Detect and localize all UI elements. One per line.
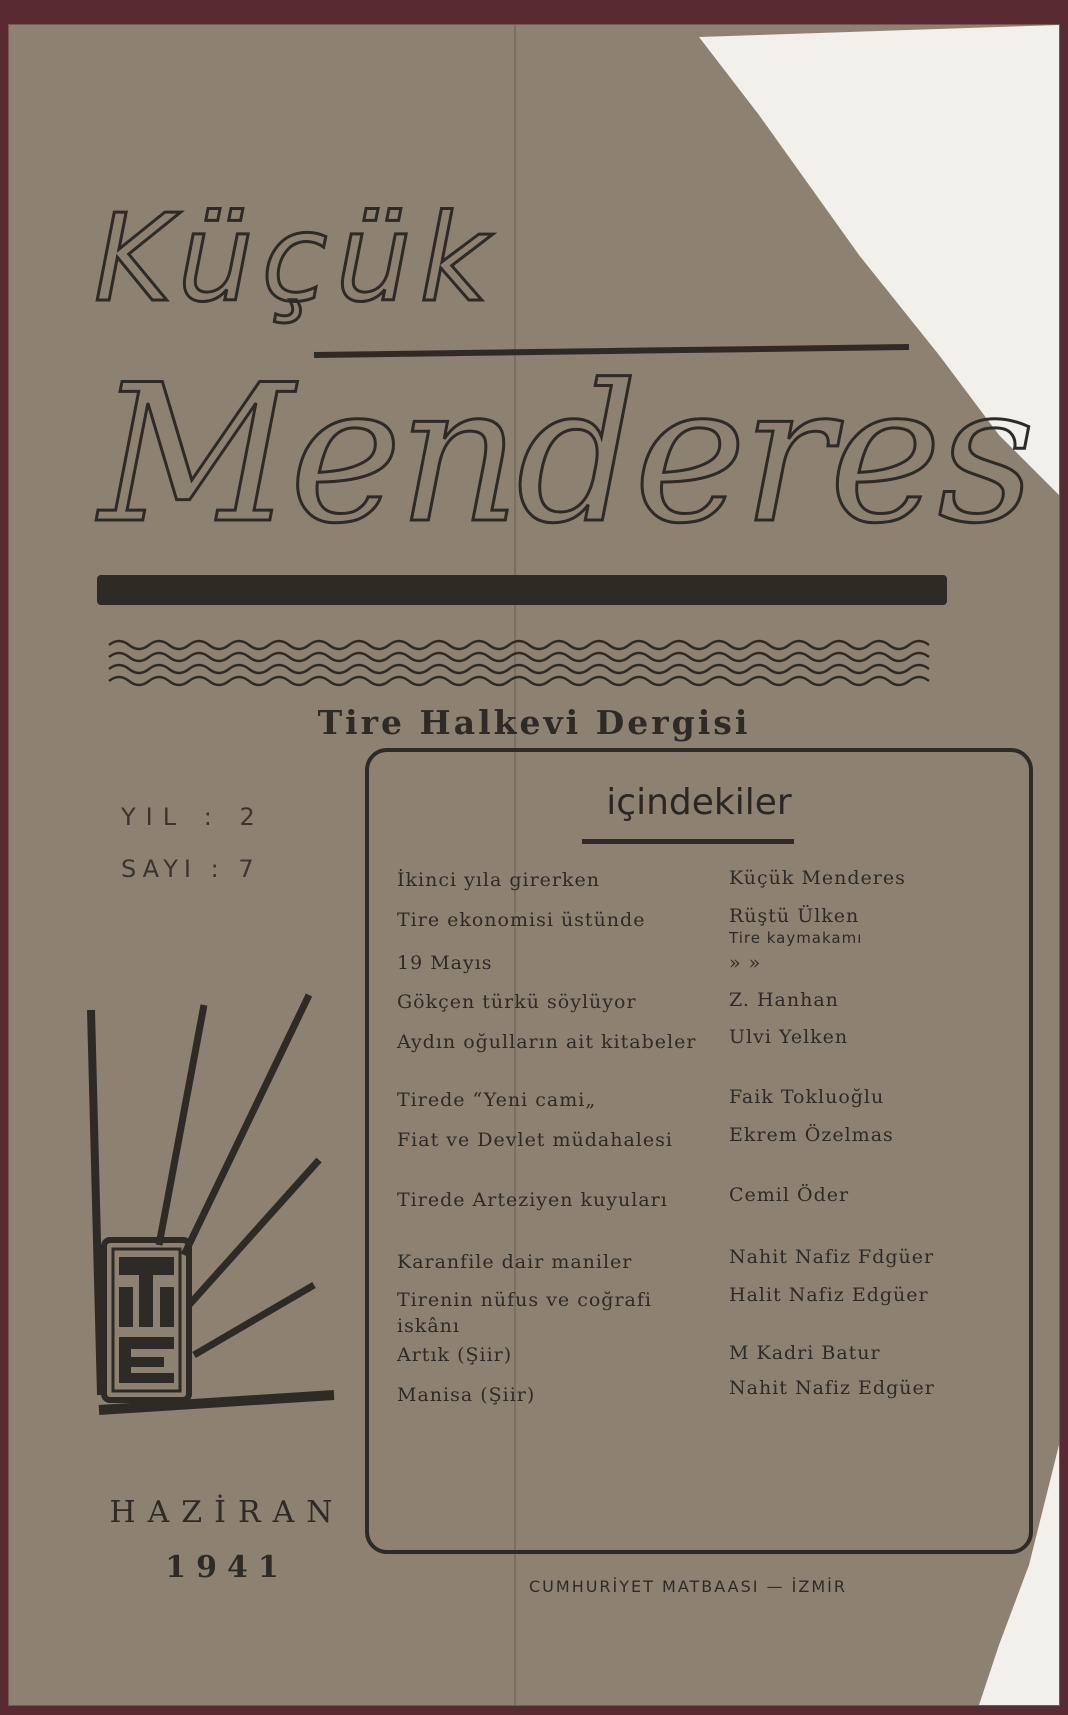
issue-year: 1941: [165, 1550, 289, 1585]
toc-entry-title: 19 Mayıs: [397, 952, 493, 974]
toc-entry-author: [729, 1182, 1019, 1208]
toc-author-name: Küçük Menderes: [729, 867, 906, 889]
title-menderes: Menderes: [99, 344, 1032, 565]
issue-label: SAYI : 7: [121, 855, 260, 883]
magazine-cover: [8, 24, 1060, 1706]
title-kucuk: Küçük: [94, 190, 498, 329]
toc-entry-author: [729, 1024, 1019, 1050]
toc-entry-author: [729, 987, 1019, 1013]
toc-author-name: Ulvi Yelken: [729, 1026, 849, 1048]
printer-imprint: CUMHURİYET MATBAASI — İZMİR: [529, 1577, 847, 1596]
wave-line-2: [109, 653, 929, 661]
title-bar: [97, 575, 947, 605]
toc-author-name: Cemil Öder: [729, 1184, 850, 1206]
sunburst-emblem: [69, 975, 359, 1415]
toc-entries: [369, 752, 1029, 1550]
toc-author-note: Tire kaymakamı: [729, 929, 863, 947]
toc-entry-title: Aydın oğulların ait kitabeler: [397, 1031, 697, 1053]
toc-entry-author: [729, 1282, 1019, 1308]
toc-entry-title: İkinci yıla girerken: [397, 869, 600, 891]
toc-author-name: Halit Nafiz Edgüer: [729, 1284, 929, 1306]
masthead-logo: [9, 25, 1059, 705]
toc-entry-author: [729, 1244, 1019, 1270]
issue-month: HAZİRAN: [109, 1495, 345, 1530]
toc-author-name: Rüştü Ülken: [729, 905, 860, 927]
toc-entry-title: Gökçen türkü söylüyor: [397, 991, 637, 1013]
cover-surface: [9, 25, 1059, 1705]
toc-entry-author: [729, 903, 1019, 947]
toc-entry-title: Manisa (Şiir): [397, 1384, 536, 1406]
wave-line-1: [109, 641, 929, 649]
toc-entry-title: Artık (Şiir): [397, 1344, 513, 1366]
toc-entry-title: Tirenin nüfus ve coğrafi iskânı: [397, 1289, 652, 1337]
toc-entry-title: Fiat ve Devlet müdahalesi: [397, 1129, 673, 1151]
toc-entry-author: [729, 1084, 1019, 1110]
wave-line-4: [109, 677, 929, 685]
toc-entry-author: [729, 950, 1019, 976]
toc-entry-author: [729, 1122, 1019, 1148]
toc-entry-title: Tire ekonomisi üstünde: [397, 909, 646, 931]
toc-author-name: Faik Tokluoğlu: [729, 1086, 885, 1108]
volume-label: YIL : 2: [121, 803, 265, 831]
toc-heading: içindekiler: [606, 782, 792, 823]
toc-author-name: Nahit Nafiz Edgüer: [729, 1377, 935, 1399]
wave-line-3: [109, 665, 929, 673]
magazine-subtitle: Tire Halkevi Dergisi: [317, 703, 751, 742]
toc-author-name: » »: [729, 952, 762, 974]
toc-entry-title: Karanfile dair maniler: [397, 1251, 633, 1273]
toc-author-name: M Kadri Batur: [729, 1342, 881, 1364]
toc-author-name: Nahit Nafiz Fdgüer: [729, 1246, 935, 1268]
toc-entry-title: Tirede Arteziyen kuyuları: [397, 1189, 668, 1211]
toc-entry-author: [729, 1340, 1019, 1366]
toc-entry-title: Tirede “Yeni cami„: [397, 1089, 597, 1111]
toc-author-name: Ekrem Özelmas: [729, 1124, 894, 1146]
toc-author-name: Z. Hanhan: [729, 989, 839, 1011]
toc-entry-author: [729, 865, 1019, 891]
table-of-contents: [365, 748, 1033, 1554]
toc-entry-author: [729, 1375, 1019, 1401]
